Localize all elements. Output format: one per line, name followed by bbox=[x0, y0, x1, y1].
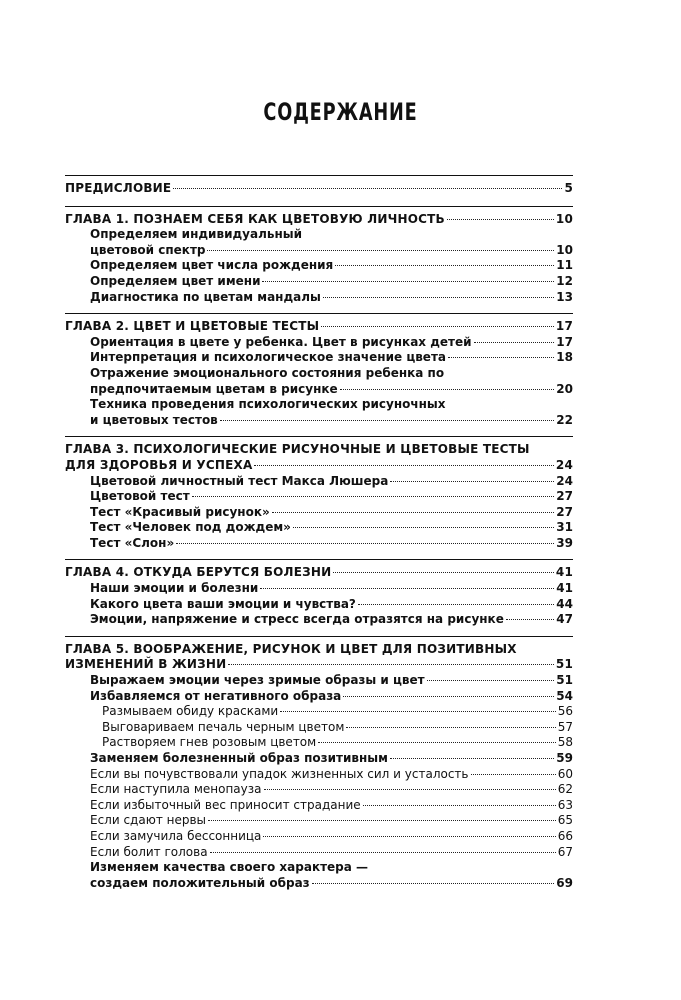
toc-entry[interactable]: предпочитаемым цветам в рисунке 20 bbox=[90, 381, 573, 396]
toc-entry[interactable]: Определяем цвет имени 12 bbox=[90, 273, 573, 288]
toc-entry-text: Техника проведения психологических рисуночных bbox=[90, 397, 446, 412]
toc-entry[interactable]: Тест «Слон» 39 bbox=[90, 535, 573, 550]
toc-subentry[interactable]: Растворяем гнев розовым цветом 58 bbox=[102, 735, 573, 750]
toc-entry-preface[interactable]: ПРЕДИСЛОВИЕ 5 bbox=[65, 181, 573, 195]
toc-section-chapter-3 bbox=[65, 436, 573, 551]
toc-entry[interactable]: Цветовой тест 27 bbox=[90, 489, 573, 504]
toc-entry[interactable]: цветовой спектр 10 bbox=[90, 242, 573, 257]
toc-entry-text: Отражение эмоционального состояния ребенка по bbox=[90, 365, 445, 380]
toc-entry[interactable]: Цветовой личностный тест Макса Люшера 24 bbox=[90, 473, 573, 488]
toc-entry[interactable]: Определяем цвет числа рождения 11 bbox=[90, 258, 573, 273]
toc-subentry[interactable]: Если избыточный вес приносит страдание 63 bbox=[90, 797, 573, 812]
toc-section-chapter-2 bbox=[65, 313, 573, 428]
toc-subentry[interactable]: Размываем обиду красками 56 bbox=[102, 704, 573, 719]
toc-entry[interactable]: Диагностика по цветам мандалы 13 bbox=[90, 289, 573, 304]
toc-entry[interactable]: Тест «Красивый рисунок» 27 bbox=[90, 504, 573, 519]
toc-entry[interactable]: Заменяем болезненный образ позитивным 59 bbox=[90, 751, 573, 765]
toc-entry[interactable]: Какого цвета ваши эмоции и чувства? 44 bbox=[90, 596, 573, 611]
page-title: СОДЕРЖАНИЕ bbox=[263, 98, 418, 126]
toc-section-chapter-5 bbox=[65, 636, 573, 892]
toc-section-chapter-1 bbox=[65, 206, 573, 306]
toc-subentry[interactable]: Если вы почувствовали упадок жизненных сил и усталость 60 bbox=[90, 766, 573, 781]
toc-section-chapter-4 bbox=[65, 559, 573, 627]
toc-subentry[interactable]: Выговариваем печаль черным цветом 57 bbox=[102, 719, 573, 734]
toc-entry[interactable]: Тест «Человек под дождем» 31 bbox=[90, 520, 573, 535]
toc-subentry[interactable]: Если болит голова 67 bbox=[90, 844, 573, 859]
toc-chapter-5[interactable]: ИЗМЕНЕНИЙ В ЖИЗНИ 51 bbox=[65, 657, 573, 672]
toc-entry[interactable]: Избавляемся от негативного образа 54 bbox=[90, 688, 573, 703]
toc-chapter-3[interactable]: ДЛЯ ЗДОРОВЬЯ И УСПЕХА 24 bbox=[65, 457, 573, 472]
toc-entry[interactable]: Интерпретация и психологическое значение цвета 18 bbox=[90, 350, 573, 365]
toc-section-preface bbox=[65, 175, 573, 197]
toc-chapter-1[interactable]: ГЛАВА 1. ПОЗНАЕМ СЕБЯ КАК ЦВЕТОВУЮ ЛИЧНОСТЬ 10 bbox=[65, 211, 573, 226]
table-of-contents bbox=[65, 170, 573, 891]
toc-subentry[interactable]: Если наступила менопауза 62 bbox=[90, 782, 573, 797]
toc-chapter-2[interactable]: ГЛАВА 2. ЦВЕТ И ЦВЕТОВЫЕ ТЕСТЫ 17 bbox=[65, 319, 573, 334]
toc-entry[interactable]: Выражаем эмоции через зримые образы и цвет 51 bbox=[90, 673, 573, 688]
toc-chapter-4[interactable]: ГЛАВА 4. ОТКУДА БЕРУТСЯ БОЛЕЗНИ 41 bbox=[65, 565, 573, 580]
toc-entry-text: Определяем индивидуальный bbox=[90, 227, 303, 242]
toc-chapter-5-title: ГЛАВА 5. ВООБРАЖЕНИЕ, РИСУНОК И ЦВЕТ ДЛЯ ПОЗИТИВНЫХ bbox=[65, 641, 517, 656]
toc-entry[interactable]: Наши эмоции и болезни 41 bbox=[90, 581, 573, 596]
toc-subentry[interactable]: Если замучила бессонница 66 bbox=[90, 828, 573, 843]
toc-subentry[interactable]: Если сдают нервы 65 bbox=[90, 813, 573, 828]
toc-entry[interactable]: Ориентация в цвете у ребенка. Цвет в рисунках детей 17 bbox=[90, 334, 573, 349]
toc-entry[interactable]: и цветовых тестов 22 bbox=[90, 412, 573, 427]
toc-entry[interactable]: создаем положительный образ 69 bbox=[90, 875, 573, 890]
toc-entry[interactable]: Эмоции, напряжение и стресс всегда отразятся на рисунке 47 bbox=[90, 612, 573, 627]
toc-chapter-3-title: ГЛАВА 3. ПСИХОЛОГИЧЕСКИЕ РИСУНОЧНЫЕ И ЦВЕТОВЫЕ ТЕСТЫ bbox=[65, 442, 530, 457]
toc-entry-text: Изменяем качества своего характера — bbox=[90, 860, 369, 875]
